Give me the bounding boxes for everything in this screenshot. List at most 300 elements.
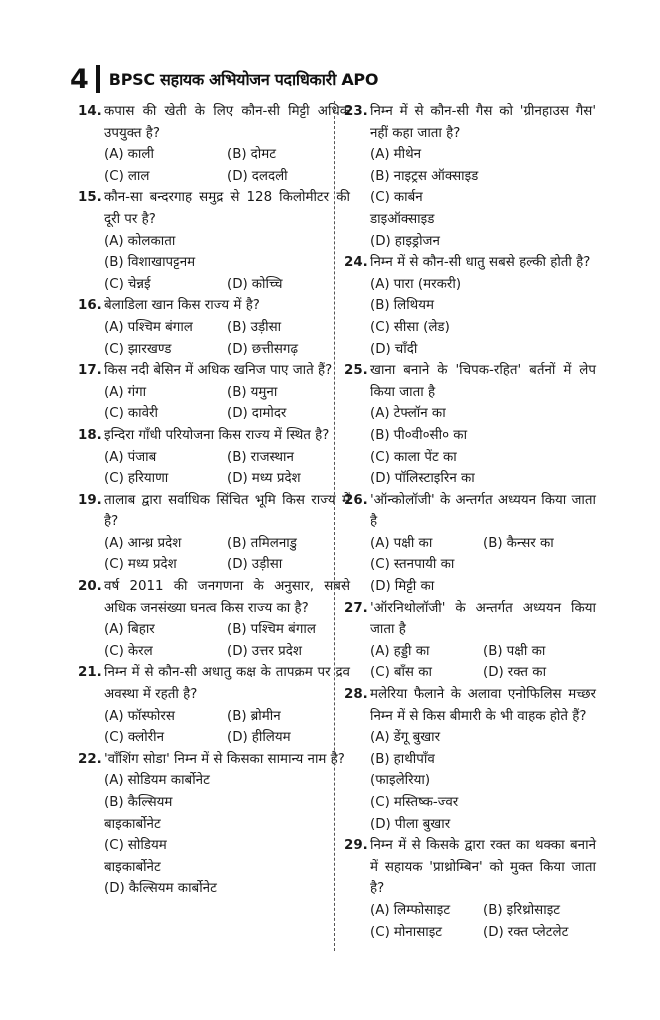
option-label: (B) [227,319,247,335]
question-text: 'वाँशिंग सोडा' निम्न में से किसका सामान्य नाम है? [104,751,345,767]
question-block [78,749,350,900]
question-text: कपास की खेती के लिए कौन-सी मिट्टी अधिक उपयुक्त है? [104,104,350,141]
option-label: (C) [370,449,390,465]
answer-option [104,706,227,728]
option-label: (A) [370,730,390,746]
option-label: (A) [370,535,390,551]
option-text: पश्चिम बंगाल [127,319,193,335]
header-divider [96,65,100,93]
option-text: पारा (मरकरी) [393,276,462,292]
question-block [344,252,596,360]
question-line [78,662,350,705]
option-text: काली [127,147,154,163]
answer-option [104,619,227,641]
option-label: (B) [227,449,247,465]
option-text: हीलियम [251,730,291,746]
option-label: (D) [227,406,248,422]
option-text: डेंगू बुखार [393,730,441,746]
question-line [78,749,350,771]
answer-option [370,662,483,684]
question-number: 21. [78,665,102,681]
question-number: 18. [78,427,102,443]
option-row [104,533,350,555]
option-row [104,166,350,188]
option-label: (C) [104,406,124,422]
option-label: (D) [370,233,391,249]
question-block [344,835,596,943]
options-list [344,641,596,684]
option-text: तमिलनाडु [250,535,297,551]
answer-option [104,641,227,663]
answer-option [370,576,483,598]
option-row [104,878,350,900]
question-block [344,598,596,684]
option-label: (C) [370,557,390,573]
option-label: (B) [483,902,503,918]
option-label: (A) [370,643,390,659]
question-text: वर्ष 2011 की जनगणना के अनुसार, सबसे अधिक जनसंख्या घनत्व किस राज्य का है? [104,579,350,616]
answer-option [104,144,227,166]
option-label: (B) [227,384,247,400]
option-text: बिहार [127,622,155,638]
option-label: (A) [104,233,124,249]
option-row [104,792,350,835]
option-text: हाइड्रोजन [394,233,440,249]
option-label: (D) [227,557,248,573]
question-text: निम्न में से कौन-सी धातु सबसे हल्की होती है? [370,255,591,271]
option-row [104,252,350,274]
option-label: (C) [104,276,124,292]
question-line [344,101,596,144]
answer-option [104,166,227,188]
option-row [104,403,350,425]
option-row [104,727,350,749]
answer-option [370,317,483,339]
question-block [78,295,350,360]
answer-option [370,922,483,944]
option-text: सोडियम बाइकार्बोनेट [104,838,167,875]
question-line [78,295,350,317]
option-row [104,339,350,361]
option-text: मीथेन [393,147,422,163]
question-number: 27. [344,600,368,616]
option-label: (D) [370,816,391,832]
answer-option [227,274,350,296]
answer-option [227,317,350,339]
option-label: (B) [104,795,124,810]
answer-option [370,727,483,749]
answer-option [104,533,227,555]
option-text: लिम्फोसाइट [393,902,451,918]
option-label: (C) [104,838,124,854]
option-label: (C) [370,924,390,940]
option-label: (D) [370,471,391,487]
question-block [78,187,350,295]
question-line [78,101,350,144]
option-label: (B) [227,622,247,638]
option-row [370,403,596,425]
answer-option [227,533,350,555]
option-row [104,641,350,663]
option-label: (D) [227,168,248,184]
option-text: चेन्नई [127,276,151,292]
option-text: चाँदी [394,341,418,357]
question-line [344,360,596,403]
question-number: 25. [344,363,368,379]
question-text: 'ऑरनिथोलॉजी' के अन्तर्गत अध्ययन किया जाता है [370,600,596,638]
answer-option [104,727,227,749]
question-block [78,360,350,425]
option-label: (B) [227,147,247,163]
question-number: 14. [78,104,102,119]
option-text: पी०वी०सी० का [393,427,468,443]
answer-option [104,317,227,339]
option-label: (A) [104,535,124,551]
options-list [78,144,350,187]
question-number: 28. [344,687,368,703]
answer-option [370,814,483,836]
option-row [370,274,596,296]
answer-option [227,144,350,166]
option-label: (D) [227,730,248,746]
option-text: पॉलिस्टाइरिन का [394,471,475,487]
question-line [344,684,596,727]
option-row [370,792,596,814]
option-text: मध्य प्रदेश [127,557,177,573]
option-text: आन्ध्र प्रदेश [127,535,182,551]
answer-option [370,749,483,792]
answer-option [370,144,483,166]
answer-option [370,187,483,230]
option-text: दलदली [251,168,288,184]
options-list [344,403,596,489]
option-label: (C) [370,319,390,335]
option-label: (D) [483,924,504,940]
option-row [104,317,350,339]
option-label: (C) [104,168,124,184]
answer-option [483,900,596,922]
option-text: सीसा (लेड) [393,319,450,335]
question-line [344,252,596,274]
answer-option [227,641,350,663]
option-label: (A) [104,147,124,163]
option-text: राजस्थान [250,449,294,465]
option-label: (D) [227,471,248,487]
option-text: कैल्सियम कार्बोनेट [128,881,217,897]
option-row [370,900,596,922]
options-list [78,317,350,360]
answer-option [370,425,483,447]
option-label: (A) [104,708,124,724]
options-list [344,533,596,598]
option-label: (A) [104,622,124,638]
answer-option [104,554,227,576]
option-row [370,814,596,836]
answer-option [370,900,483,922]
option-text: लिथियम [393,298,434,314]
answer-option [370,231,483,253]
option-text: मोनासाइट [393,924,443,940]
question-block [78,490,350,576]
option-text: छत्तीसगढ़ [251,341,299,357]
option-label: (B) [483,535,503,551]
option-row [370,554,596,576]
option-text: दामोदर [251,406,287,422]
answer-option [370,533,483,555]
question-block [78,101,350,187]
page-number: 4 [70,63,89,95]
book-title: BPSC सहायक अभियोजन पदाधिकारी APO [108,70,379,89]
answer-option [104,835,227,878]
option-row [104,447,350,469]
option-label: (B) [483,643,503,659]
option-label: (D) [483,665,504,681]
question-block [344,101,596,252]
option-row [104,468,350,490]
option-label: (B) [227,535,247,551]
option-label: (C) [370,795,390,810]
option-text: नाइट्रस ऑक्साइड [393,168,479,184]
question-block [344,490,596,598]
answer-option [104,468,227,490]
option-row [104,835,350,878]
option-text: रक्त प्लेटलेट [507,924,569,940]
option-label: (C) [370,665,390,681]
question-text: इन्दिरा गाँधी परियोजना किस राज्य में स्थित है? [104,427,330,443]
option-text: रक्त का [507,665,547,681]
option-text: कार्बन डाइऑक्साइड [370,190,435,227]
option-text: कैन्सर का [506,535,554,551]
option-text: टेफ्लॉन का [393,406,446,422]
question-text: 'ऑन्कोलॉजी' के अन्तर्गत अध्ययन किया जाता है [370,492,596,530]
option-row [370,533,596,555]
answer-option [483,641,596,663]
question-text: कौन-सा बन्दरगाह समुद्र से 128 किलोमीटर की दूरी पर है? [104,190,350,227]
option-row [104,144,350,166]
option-row [370,447,596,469]
question-number: 15. [78,190,102,206]
options-list [78,706,350,749]
option-label: (A) [370,406,390,422]
answer-option [370,468,483,490]
question-text: निम्न में से कौन-सी गैस को 'ग्रीनहाउस गैस' नहीं कहा जाता है? [370,104,596,141]
question-number: 19. [78,492,102,508]
option-row [370,317,596,339]
option-text: पक्षी का [506,643,546,659]
option-text: हड्डी का [393,643,430,659]
option-text: यमुना [250,384,278,400]
answer-option [370,641,483,663]
option-text: पक्षी का [393,535,433,551]
question-line [344,490,596,533]
answer-option [104,770,227,792]
option-text: स्तनपायी का [393,557,455,573]
options-list [344,144,596,252]
option-row [370,576,596,598]
question-block [344,684,596,835]
option-label: (D) [104,881,125,897]
option-label: (C) [104,643,124,659]
option-row [370,468,596,490]
answer-option [227,382,350,404]
answer-option [227,706,350,728]
option-text: मध्य प्रदेश [251,471,301,487]
answer-option [227,166,350,188]
answer-option [104,231,227,253]
options-list [78,619,350,662]
option-text: विशाखापट्टनम [127,255,196,271]
answer-option [227,403,350,425]
option-label: (D) [227,341,248,357]
option-label: (A) [370,147,390,163]
option-text: पीला बुखार [394,816,451,832]
option-text: उत्तर प्रदेश [251,643,302,659]
option-text: झारखण्ड [127,341,172,357]
option-label: (C) [104,471,124,487]
question-number: 22. [78,751,102,767]
option-row [370,339,596,361]
option-row [370,749,596,792]
option-label: (C) [104,730,124,746]
option-label: (D) [370,579,391,595]
options-list [78,770,350,900]
option-text: कोलकाता [127,233,176,249]
answer-option [370,339,483,361]
option-text: लाल [127,168,150,184]
question-line [344,598,596,641]
question-number: 26. [344,492,368,508]
answer-option [483,662,596,684]
option-label: (D) [227,643,248,659]
answer-option [104,878,227,900]
option-text: काला पेंट का [393,449,457,465]
option-text: हरियाणा [127,471,169,487]
options-list [344,274,596,360]
option-row [370,425,596,447]
answer-option [370,792,483,814]
right-question-column [344,101,596,943]
option-label: (A) [370,276,390,292]
option-row [104,231,350,253]
answer-option [370,295,483,317]
question-number: 24. [344,255,368,271]
option-label: (B) [370,298,390,314]
question-line [78,576,350,619]
option-row [370,166,596,188]
option-row [104,706,350,728]
question-number: 17. [78,363,102,379]
option-text: पश्चिम बंगाल [250,622,316,638]
option-text: उड़ीसा [250,319,282,335]
option-label: (B) [370,168,390,184]
option-text: हाथीपाँव (फाइलेरिया) [370,751,435,789]
question-text: निम्न में से किसके द्वारा रक्त का थक्का बनाने में सहायक 'प्राथ्रोम्बिन' को मुक्त किया जाता है? [370,838,596,897]
question-text: खाना बनाने के 'चिपक-रहित' बर्तनों में लेप किया जाता है [370,363,596,400]
answer-option [370,447,483,469]
option-label: (B) [104,255,124,271]
question-text: मलेरिया फैलाने के अलावा एनोफिलिस मच्छर निम्न में से किस बीमारी के भी वाहक होते हैं? [370,687,596,724]
options-list [78,533,350,576]
option-label: (A) [104,319,124,335]
question-number: 16. [78,298,102,314]
options-list [344,727,596,835]
question-text: तालाब द्वारा सर्वाधिक सिंचित भूमि किस राज्य में है? [104,492,350,530]
option-text: मिट्टी का [394,579,435,595]
option-row [370,144,596,166]
question-block [78,425,350,490]
question-line [78,490,350,533]
answer-option [104,339,227,361]
option-row [370,187,596,230]
options-list [78,382,350,425]
option-row [370,662,596,684]
answer-option [483,533,596,555]
option-text: कावेरी [127,406,158,422]
option-text: पंजाब [127,449,157,465]
question-line [78,425,350,447]
option-text: कोच्चि [251,276,283,292]
option-label: (A) [104,449,124,465]
option-label: (D) [227,276,248,292]
option-row [104,382,350,404]
option-label: (B) [227,708,247,724]
answer-option [227,339,350,361]
option-row [370,727,596,749]
answer-option [104,382,227,404]
option-row [104,770,350,792]
option-row [370,641,596,663]
answer-option [227,619,350,641]
question-line [78,187,350,230]
option-text: फॉस्फोरस [127,708,175,724]
options-list [344,900,596,943]
option-row [104,274,350,296]
question-text: किस नदी बेसिन में अधिक खनिज पाए जाते हैं? [104,363,333,379]
option-label: (C) [370,190,390,206]
answer-option [104,252,227,274]
question-block [344,360,596,490]
answer-option [227,447,350,469]
question-number: 23. [344,104,368,119]
option-text: उड़ीसा [251,557,283,573]
option-row [370,231,596,253]
option-text: केरल [127,643,153,659]
answer-option [227,554,350,576]
page-header [70,64,378,94]
answer-option [483,922,596,944]
question-block [78,662,350,748]
option-label: (D) [370,341,391,357]
option-label: (A) [370,902,390,918]
answer-option [370,403,483,425]
answer-option [104,403,227,425]
option-label: (A) [104,384,124,400]
option-row [104,554,350,576]
answer-option [104,792,227,835]
option-label: (B) [370,427,390,443]
answer-option [370,166,483,188]
options-list [78,447,350,490]
question-text: निम्न में से कौन-सी अधातु कक्ष के तापक्रम पर द्रव अवस्था में रहती है? [104,665,350,703]
question-text: बेलाडिला खान किस राज्य में है? [104,298,260,314]
option-text: सोडियम कार्बोनेट [127,773,210,789]
option-text: ब्रोमीन [250,708,281,724]
answer-option [227,468,350,490]
option-text: गंगा [127,384,147,400]
answer-option [104,447,227,469]
option-row [370,922,596,944]
answer-option [227,727,350,749]
